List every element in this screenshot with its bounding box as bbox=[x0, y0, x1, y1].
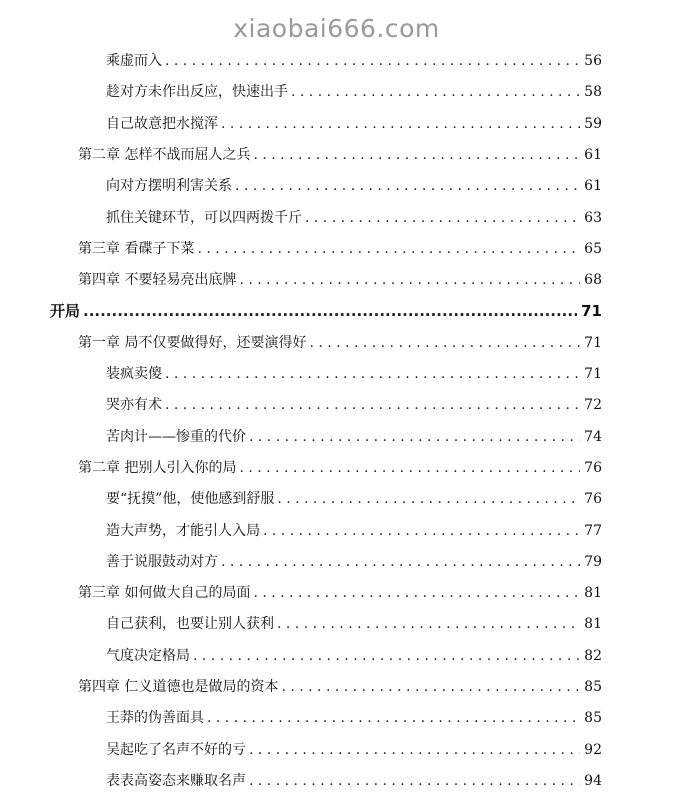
toc-entry-title: 吴起吃了名声不好的亏 bbox=[106, 741, 246, 758]
toc-entry-section[interactable] bbox=[106, 114, 602, 134]
dot-leader bbox=[207, 708, 580, 728]
toc-entry-page: 56 bbox=[584, 53, 602, 69]
toc-entry-page: 85 bbox=[584, 679, 602, 695]
toc-entry-section[interactable] bbox=[106, 708, 602, 728]
dot-leader bbox=[239, 270, 580, 290]
toc-entry-title: 第二章 怎样不战而屈人之兵 bbox=[78, 146, 251, 163]
toc-entry-title: 自己故意把水搅浑 bbox=[106, 115, 218, 132]
dot-leader bbox=[165, 51, 580, 71]
dot-leader bbox=[291, 82, 580, 102]
toc-entry-title: 第三章 如何做大自己的局面 bbox=[78, 585, 251, 602]
toc-entry-title: 开局 bbox=[50, 302, 81, 321]
toc-entry-title: 哭亦有术 bbox=[106, 397, 162, 414]
toc-entry-page: 76 bbox=[584, 491, 602, 508]
toc-entry-title: 乘虚而入 bbox=[106, 53, 162, 69]
toc-entry-page: 74 bbox=[584, 428, 602, 445]
dot-leader bbox=[239, 458, 580, 478]
toc-entry-title: 第一章 局不仅要做得好，还要演得好 bbox=[78, 334, 307, 351]
toc-entry-page: 72 bbox=[584, 397, 602, 414]
watermark: xiaobai666.com bbox=[233, 14, 440, 43]
toc-entry-section[interactable] bbox=[106, 208, 602, 228]
toc-entry-title: 抓住关键环节，可以四两拨千斤 bbox=[106, 209, 302, 226]
toc-entry-title: 要“抚摸”他，使他感到舒服 bbox=[106, 491, 275, 508]
toc-entry-page: 79 bbox=[584, 553, 602, 570]
dot-leader bbox=[263, 521, 580, 541]
toc-entry-page: 71 bbox=[584, 334, 602, 351]
dot-leader bbox=[165, 395, 580, 415]
dot-leader bbox=[253, 145, 580, 165]
dot-leader bbox=[309, 333, 580, 353]
toc-entry-page: 82 bbox=[584, 647, 602, 664]
toc-entry-page: 85 bbox=[584, 710, 602, 727]
dot-leader bbox=[165, 364, 580, 384]
dot-leader bbox=[83, 301, 577, 321]
toc-entry-title: 第四章 不要轻易亮出底牌 bbox=[78, 272, 237, 289]
toc-entry-section[interactable] bbox=[106, 614, 602, 634]
dot-leader bbox=[277, 489, 580, 509]
toc-entry-section[interactable] bbox=[106, 176, 602, 196]
dot-leader bbox=[221, 552, 580, 572]
toc-entry-page: 71 bbox=[584, 366, 602, 382]
toc-entry-title: 趁对方未作出反应，快速出手 bbox=[106, 84, 288, 101]
toc-entry-page: 77 bbox=[584, 522, 602, 539]
toc-entry-page: 76 bbox=[584, 459, 602, 476]
toc-entry-section[interactable] bbox=[106, 552, 602, 572]
toc-entry-title: 第二章 把别人引入你的局 bbox=[78, 459, 237, 476]
toc-entry-page: 61 bbox=[584, 146, 602, 163]
toc-entry-title: 装疯卖傻 bbox=[106, 366, 162, 382]
dot-leader bbox=[253, 583, 580, 603]
toc-entry-section[interactable] bbox=[106, 364, 602, 384]
toc-entry-section[interactable] bbox=[106, 427, 602, 447]
toc-entry-title: 第四章 仁义道德也是做局的资本 bbox=[78, 679, 279, 695]
toc-entry-page: 94 bbox=[584, 772, 602, 789]
dot-leader bbox=[249, 771, 580, 791]
toc-entry-page: 71 bbox=[581, 302, 602, 321]
dot-leader bbox=[277, 614, 580, 634]
toc-entry-title: 自己获利，也要让别人获利 bbox=[106, 616, 274, 633]
toc-entry-page: 63 bbox=[584, 209, 602, 226]
toc-entry-section[interactable] bbox=[106, 489, 602, 509]
toc-entry-title: 气度决定格局 bbox=[106, 647, 190, 664]
dot-leader bbox=[249, 740, 580, 760]
toc-entry-title: 表表高姿态来赚取名声 bbox=[106, 772, 246, 789]
toc-entry-chapter[interactable] bbox=[78, 583, 602, 603]
toc-entry-chapter[interactable] bbox=[78, 458, 602, 478]
dot-leader bbox=[197, 239, 580, 259]
toc-entry-section[interactable] bbox=[106, 646, 602, 666]
toc-entry-title: 造大声势，才能引人入局 bbox=[106, 522, 260, 539]
toc-entry-page: 68 bbox=[584, 272, 602, 289]
toc-entry-title: 王莽的伪善面具 bbox=[106, 710, 204, 727]
toc-entry-title: 向对方摆明利害关系 bbox=[106, 178, 232, 195]
toc-entry-chapter[interactable] bbox=[78, 145, 602, 165]
dot-leader bbox=[193, 646, 580, 666]
toc-entry-page: 65 bbox=[584, 240, 602, 257]
dot-leader bbox=[305, 208, 580, 228]
toc-entry-section[interactable] bbox=[106, 82, 602, 102]
toc-entry-title: 苦肉计——惨重的代价 bbox=[106, 428, 246, 445]
toc-entry-page: 58 bbox=[584, 84, 602, 101]
toc-entry-title: 第三章 看碟子下菜 bbox=[78, 240, 195, 257]
toc-entry-section[interactable] bbox=[106, 51, 602, 71]
dot-leader bbox=[281, 677, 580, 697]
toc-entry-page: 81 bbox=[584, 585, 602, 602]
toc-entry-chapter[interactable] bbox=[78, 239, 602, 259]
toc-entry-chapter[interactable] bbox=[78, 270, 602, 290]
toc-entry-section[interactable] bbox=[106, 771, 602, 791]
dot-leader bbox=[235, 176, 580, 196]
toc-entry-page: 59 bbox=[584, 115, 602, 132]
dot-leader bbox=[249, 427, 580, 447]
toc-entry-page: 92 bbox=[584, 741, 602, 758]
toc-entry-section[interactable] bbox=[106, 395, 602, 415]
toc-entry-section[interactable] bbox=[106, 740, 602, 760]
toc-entry-page: 81 bbox=[584, 616, 602, 633]
toc-entry-part[interactable] bbox=[50, 301, 602, 321]
toc-entry-chapter[interactable] bbox=[78, 677, 602, 697]
toc-entry-chapter[interactable] bbox=[78, 333, 602, 353]
toc-entry-page: 61 bbox=[584, 178, 602, 195]
toc-entry-section[interactable] bbox=[106, 521, 602, 541]
toc-entry-title: 善于说服鼓动对方 bbox=[106, 553, 218, 570]
dot-leader bbox=[221, 114, 580, 134]
